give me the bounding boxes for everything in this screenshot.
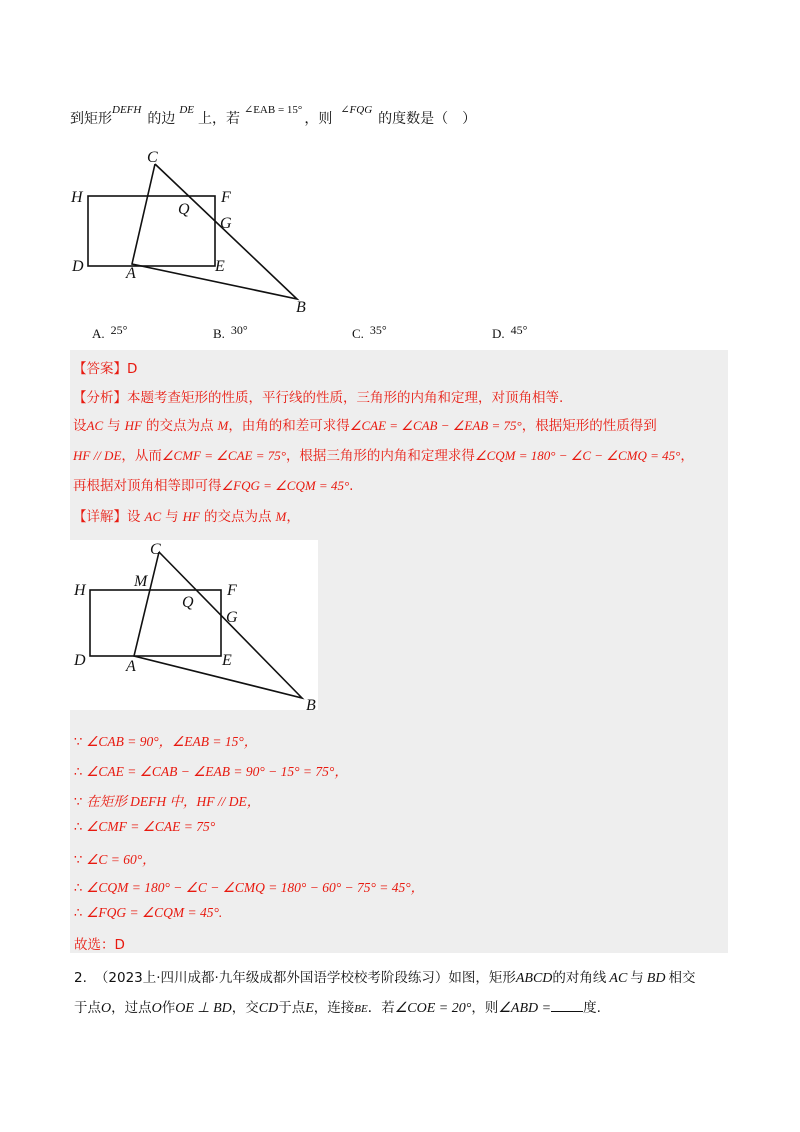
option-b[interactable]: B. 30°	[213, 323, 248, 341]
label-e-detail: E	[222, 652, 232, 669]
option-a[interactable]: A. 25°	[92, 323, 128, 341]
label-a: A	[126, 265, 136, 282]
label-e: E	[215, 258, 225, 275]
detail-step-1: ∵ ∠CAB = 90°，∠EAB = 15°，	[74, 734, 258, 750]
label-d: D	[72, 258, 84, 275]
question2-line2: 于点O，过点O作OE ⊥ BD，交CD于点E，连接BE．若∠COE = 20°，则∠ABD = 度.	[74, 1000, 601, 1016]
rectangle-defh	[88, 196, 215, 266]
label-c-detail: C	[150, 541, 161, 558]
label-g-detail: G	[226, 609, 238, 626]
question2-line1: 2. （2023上·四川成都·九年级成都外国语学校校考阶段练习）如图，矩形ABCD的对角线 AC 与 BD 相交	[74, 970, 696, 986]
label-g: G	[220, 215, 232, 232]
label-h-detail: H	[74, 582, 86, 599]
label-f-detail: F	[227, 582, 237, 599]
analysis-line4: 再根据对顶角相等即可得∠FQG = ∠CQM = 45°.	[73, 478, 354, 494]
detail-intro: 【详解】设 AC 与 HF 的交点为点 M，	[73, 509, 300, 525]
figure-question1	[60, 140, 320, 315]
answer-line: 【答案】D	[73, 361, 138, 377]
label-f: F	[221, 189, 231, 206]
figure-detail-background	[70, 540, 318, 710]
label-h: H	[71, 189, 83, 206]
detail-step-4: ∴ ∠CMF = ∠CAE = 75°	[74, 819, 216, 835]
option-d[interactable]: D. 45°	[492, 323, 528, 341]
analysis-line3: HF // DE，从而∠CMF = ∠CAE = 75°，根据三角形的内角和定理求得∠CQM = 180° − ∠C − ∠CMQ = 45°，	[73, 448, 694, 464]
detail-step-5: ∵ ∠C = 60°，	[74, 852, 156, 868]
label-q-detail: Q	[182, 594, 194, 611]
detail-step-3: ∵ 在矩形 DEFH 中，HF // DE，	[74, 794, 261, 810]
label-d-detail: D	[74, 652, 86, 669]
detail-step-7: ∴ ∠FQG = ∠CQM = 45°.	[74, 905, 223, 921]
analysis-line1: 【分析】本题考查矩形的性质，平行线的性质，三角形的内角和定理，对顶角相等.	[73, 390, 564, 406]
question1-stem: 到矩形$^{DEFH}$的边$^{DE}$上，若$^{\angle EAB = 15^\circ}$，则$^{\angle FQG}$的度数是（ ）	[70, 104, 477, 127]
answer-blank[interactable]	[551, 999, 583, 1012]
detail-conclusion: 故选：D	[74, 937, 125, 953]
label-q: Q	[178, 201, 190, 218]
option-c[interactable]: C. 35°	[352, 323, 387, 341]
detail-step-6: ∴ ∠CQM = 180° − ∠C − ∠CMQ = 180° − 60° − 75° = 45°，	[74, 880, 425, 896]
figure-detail	[70, 540, 320, 718]
label-b-detail: B	[306, 697, 316, 714]
label-b: B	[296, 299, 306, 315]
analysis-line2: 设AC 与 HF 的交点为点 M，由角的和差可求得∠CAE = ∠CAB − ∠EAB = 75°，根据矩形的性质得到	[73, 418, 657, 434]
label-m-detail: M	[134, 573, 148, 590]
detail-step-2: ∴ ∠CAE = ∠CAB − ∠EAB = 90° − 15° = 75°，	[74, 764, 348, 780]
label-c: C	[147, 149, 158, 166]
label-a-detail: A	[126, 658, 136, 675]
